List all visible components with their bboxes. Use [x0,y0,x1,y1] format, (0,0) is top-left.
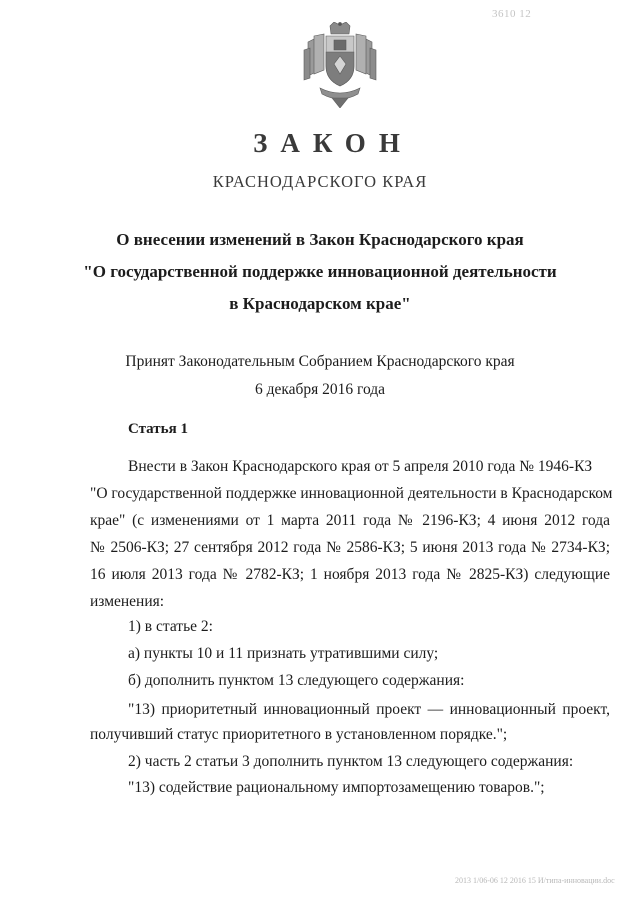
body-line: крае" (с изменениями от 1 марта 2011 года № 2196-КЗ; 4 июня 2012 года [90,512,610,529]
law-title: ЗАКОН [253,128,413,158]
adopted-by: Принят Законодательным Собранием Краснодарского края [125,353,515,370]
body-line: "13) содействие рациональному импортозамещению товаров."; [128,779,545,796]
body-line: "13) приоритетный инновационный проект — инновационный проект, [128,701,610,718]
heading-line: "О государственной поддержке инновационной деятельности [83,262,557,281]
body-line: получивший статус приоритетного в установленном порядке."; [90,726,508,743]
body-line: изменения: [90,593,165,610]
heading-line: в Краснодарском крае" [229,294,411,313]
document-number-stamp: 3610 12 [492,8,532,20]
krasnodar-coat-of-arms-icon [302,22,378,108]
adoption-date: 6 декабря 2016 года [254,381,386,398]
body-line: "О государственной поддержке инновационной деятельности в Краснодарском [90,485,613,502]
body-line: 2) часть 2 статьи 3 дополнить пунктом 13 следующего содержания: [128,753,574,770]
article-title: Статья 1 [128,421,188,437]
body-line: № 2506-КЗ; 27 сентября 2012 года № 2586-КЗ; 5 июня 2013 года № 2734-КЗ; [90,539,610,556]
region-title: КРАСНОДАРСКОГО КРАЯ [212,172,428,191]
body-line: 1) в статье 2: [128,618,213,635]
body-line: а) пункты 10 и 11 признать утратившими силу; [128,645,439,662]
heading-line: О внесении изменений в Закон Краснодарского края [116,230,524,249]
body-line: Внести в Закон Краснодарского края от 5 апреля 2010 года № 1946-КЗ [128,458,593,475]
body-line: 16 июля 2013 года № 2782-КЗ; 1 ноября 2013 года № 2825-КЗ) следующие [90,566,610,583]
body-line: б) дополнить пунктом 13 следующего содержания: [128,672,465,689]
file-path-footer: 2013 1/06-06 12 2016 15 И/типа-инновации.doc [455,876,615,885]
